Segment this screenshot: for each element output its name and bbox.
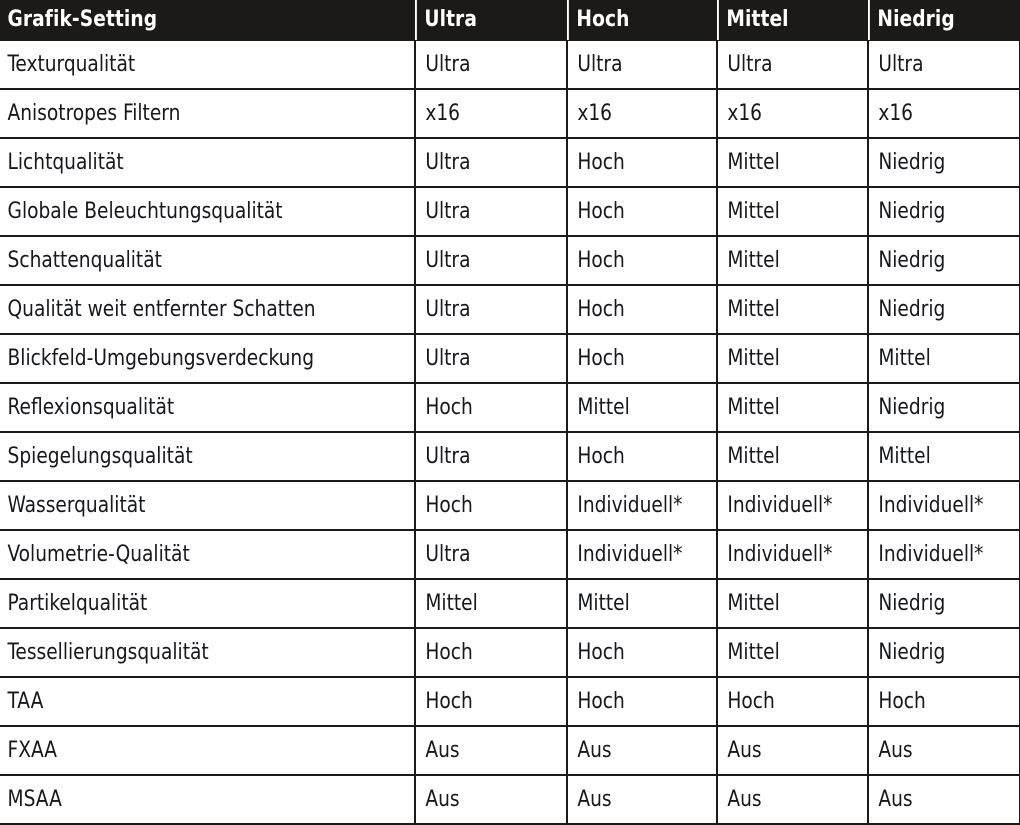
cell-setting-name: Globale Beleuchtungsqualität — [0, 187, 390, 236]
cell-value-preset-2: Mittel — [717, 432, 859, 481]
cell-value-preset-3: Niedrig — [868, 383, 1011, 432]
cell-value-preset-1: Hoch — [567, 138, 708, 187]
column-header-mittel: Mittel — [717, 0, 859, 41]
cell-value-preset-2: Mittel — [717, 628, 859, 677]
cell-value-preset-3: Mittel — [868, 334, 1011, 383]
table-row — [0, 775, 1020, 824]
table-row — [0, 41, 1020, 90]
column-header-niedrig: Niedrig — [868, 0, 1011, 41]
cell-value-preset-3: Aus — [868, 726, 1011, 775]
cell-value-preset-2: Mittel — [717, 187, 859, 236]
cell-value-preset-1: Mittel — [567, 579, 708, 628]
cell-value-preset-2: Individuell* — [717, 481, 859, 530]
cell-value-preset-2: Hoch — [717, 677, 859, 726]
cell-value-preset-3: Niedrig — [868, 285, 1011, 334]
cell-value-preset-3: Individuell* — [868, 481, 1011, 530]
cell-value-preset-2: Ultra — [717, 41, 859, 90]
cell-value-preset-1: Hoch — [567, 432, 708, 481]
cell-value-preset-1: Mittel — [567, 383, 708, 432]
table-row — [0, 726, 1020, 775]
cell-value-preset-2: Mittel — [717, 138, 859, 187]
cell-setting-name: Reflexionsqualität — [0, 383, 390, 432]
cell-value-preset-0: Hoch — [415, 677, 558, 726]
cell-value-preset-1: Ultra — [567, 41, 708, 90]
cell-setting-name: FXAA — [0, 726, 390, 775]
cell-value-preset-3: x16 — [868, 89, 1011, 138]
cell-value-preset-2: Mittel — [717, 383, 859, 432]
cell-value-preset-0: Ultra — [415, 334, 558, 383]
table-header — [0, 0, 1020, 41]
cell-setting-name: Texturqualität — [0, 41, 390, 90]
cell-value-preset-0: x16 — [415, 89, 558, 138]
cell-value-preset-2: Mittel — [717, 334, 859, 383]
cell-value-preset-3: Mittel — [868, 432, 1011, 481]
table-row — [0, 579, 1020, 628]
table-row — [0, 383, 1020, 432]
cell-value-preset-2: Mittel — [717, 285, 859, 334]
table-row — [0, 138, 1020, 187]
cell-setting-name: MSAA — [0, 775, 390, 824]
table-row — [0, 236, 1020, 285]
cell-value-preset-1: Aus — [567, 726, 708, 775]
cell-setting-name: Schattenqualität — [0, 236, 390, 285]
column-header-setting: Grafik-Setting — [0, 0, 390, 41]
cell-value-preset-3: Individuell* — [868, 530, 1011, 579]
cell-value-preset-1: Aus — [567, 775, 708, 824]
cell-value-preset-2: Mittel — [717, 236, 859, 285]
cell-value-preset-1: Hoch — [567, 236, 708, 285]
cell-value-preset-3: Niedrig — [868, 187, 1011, 236]
cell-value-preset-2: x16 — [717, 89, 859, 138]
cell-value-preset-2: Individuell* — [717, 530, 859, 579]
cell-value-preset-0: Ultra — [415, 285, 558, 334]
cell-setting-name: Lichtqualität — [0, 138, 390, 187]
cell-value-preset-0: Hoch — [415, 628, 558, 677]
cell-value-preset-1: Hoch — [567, 334, 708, 383]
cell-setting-name: Spiegelungsqualität — [0, 432, 390, 481]
cell-value-preset-0: Hoch — [415, 383, 558, 432]
cell-setting-name: TAA — [0, 677, 390, 726]
cell-value-preset-0: Mittel — [415, 579, 558, 628]
cell-value-preset-0: Aus — [415, 726, 558, 775]
cell-value-preset-0: Ultra — [415, 138, 558, 187]
cell-value-preset-1: Hoch — [567, 628, 708, 677]
cell-setting-name: Blickfeld-Umgebungsverdeckung — [0, 334, 390, 383]
cell-setting-name: Qualität weit entfernter Schatten — [0, 285, 390, 334]
cell-setting-name: Anisotropes Filtern — [0, 89, 390, 138]
header-row — [0, 0, 1020, 41]
cell-value-preset-0: Ultra — [415, 236, 558, 285]
cell-value-preset-3: Niedrig — [868, 628, 1011, 677]
cell-setting-name: Wasserqualität — [0, 481, 390, 530]
cell-value-preset-1: Individuell* — [567, 481, 708, 530]
cell-value-preset-1: Individuell* — [567, 530, 708, 579]
table-row — [0, 677, 1020, 726]
cell-value-preset-3: Niedrig — [868, 138, 1011, 187]
cell-value-preset-0: Ultra — [415, 530, 558, 579]
cell-value-preset-1: Hoch — [567, 285, 708, 334]
cell-value-preset-0: Ultra — [415, 187, 558, 236]
table-row — [0, 89, 1020, 138]
cell-setting-name: Volumetrie-Qualität — [0, 530, 390, 579]
table-row — [0, 334, 1020, 383]
cell-value-preset-2: Mittel — [717, 579, 859, 628]
cell-value-preset-2: Aus — [717, 775, 859, 824]
cell-value-preset-3: Ultra — [868, 41, 1011, 90]
cell-value-preset-0: Hoch — [415, 481, 558, 530]
cell-setting-name: Tessellierungsqualität — [0, 628, 390, 677]
cell-value-preset-1: x16 — [567, 89, 708, 138]
cell-value-preset-1: Hoch — [567, 677, 708, 726]
table-row — [0, 481, 1020, 530]
cell-value-preset-3: Niedrig — [868, 579, 1011, 628]
column-header-ultra: Ultra — [415, 0, 558, 41]
cell-value-preset-1: Hoch — [567, 187, 708, 236]
table-row — [0, 285, 1020, 334]
cell-value-preset-0: Ultra — [415, 41, 558, 90]
table-row — [0, 432, 1020, 481]
cell-value-preset-0: Ultra — [415, 432, 558, 481]
table-row — [0, 530, 1020, 579]
cell-value-preset-2: Aus — [717, 726, 859, 775]
cell-value-preset-3: Aus — [868, 775, 1011, 824]
column-header-hoch: Hoch — [567, 0, 708, 41]
cell-value-preset-0: Aus — [415, 775, 558, 824]
table-body — [0, 41, 1020, 825]
table-row — [0, 628, 1020, 677]
cell-setting-name: Partikelqualität — [0, 579, 390, 628]
cell-value-preset-3: Hoch — [868, 677, 1011, 726]
table-row — [0, 187, 1020, 236]
cell-value-preset-3: Niedrig — [868, 236, 1011, 285]
